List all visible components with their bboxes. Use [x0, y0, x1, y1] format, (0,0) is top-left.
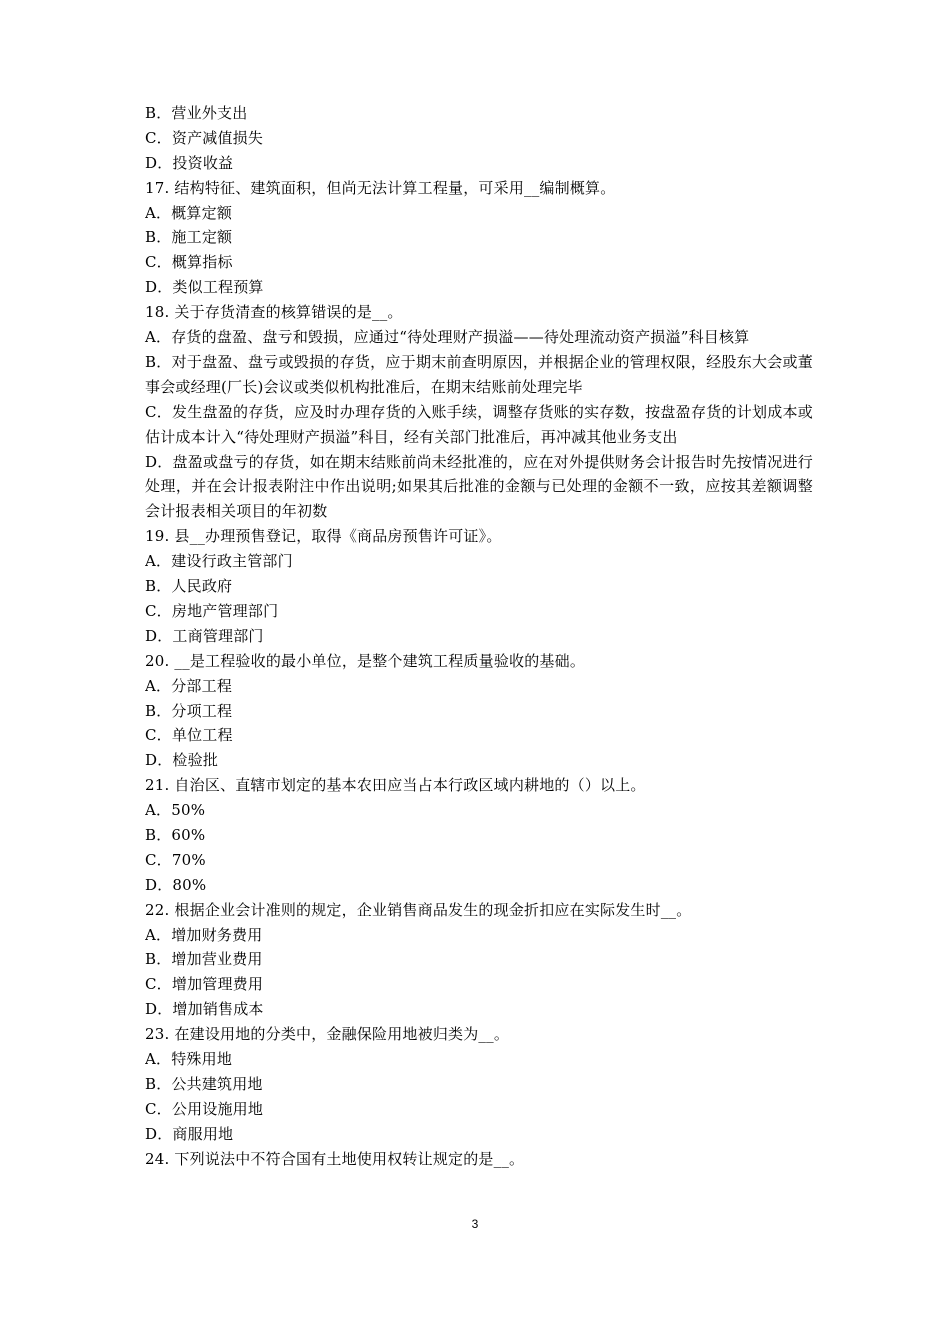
option-b-q22: B．增加营业费用	[145, 950, 263, 969]
option-b-q16: B．营业外支出	[145, 104, 248, 122]
option-a-q17: A．概算定额	[145, 203, 233, 222]
question-19: 19. 县__办理预售登记，取得《商品房预售许可证》。	[145, 527, 502, 546]
option-d-q22: D．增加销售成本	[145, 1000, 264, 1019]
question-23: 23. 在建设用地的分类中，金融保险用地被归类为__。	[145, 1025, 510, 1044]
document-body	[145, 101, 813, 1171]
option-d-q17: D．类似工程预算	[145, 278, 264, 297]
question-24: 24. 下列说法中不符合国有土地使用权转让规定的是__。	[145, 1149, 525, 1168]
option-c-q18: C．发生盘盈的存货，应及时办理存货的入账手续，调整存货账的实存数，按盘盈存货的计划成本或估计成本计入“待处理财产损溢”科目，经有关部门批准后，再冲减其他业务支出	[145, 402, 813, 446]
option-c-q22: C．增加管理费用	[145, 975, 264, 994]
option-a-q22: A．增加财务费用	[145, 925, 263, 944]
option-d-q21: D．80%	[145, 875, 207, 894]
option-d-q20: D．检验批	[145, 751, 219, 770]
option-d-q23: D．商服用地	[145, 1124, 234, 1143]
option-d-q16: D．投资收益	[145, 153, 234, 172]
option-b-q21: B．60%	[145, 825, 206, 844]
question-18: 18. 关于存货清查的核算错误的是__。	[145, 303, 403, 322]
option-b-q17: B．施工定额	[145, 228, 233, 247]
option-d-q19: D．工商管理部门	[145, 626, 264, 645]
option-c-q21: C．70%	[145, 850, 206, 869]
option-b-q20: B．分项工程	[145, 701, 233, 720]
page-number: 3	[471, 1217, 479, 1231]
question-22: 22. 根据企业会计准则的规定，企业销售商品发生的现金折扣应在实际发生时__。	[145, 900, 692, 919]
option-c-q19: C．房地产管理部门	[145, 601, 279, 620]
option-a-q18: A．存货的盘盈、盘亏和毁损，应通过“待处理财产损溢——待处理流动资产损溢”科目核算	[145, 328, 750, 347]
option-a-q23: A．特殊用地	[145, 1049, 233, 1068]
question-17: 17. 结构特征、建筑面积，但尚无法计算工程量，可采用__编制概算。	[145, 178, 616, 197]
question-20: 20. __是工程验收的最小单位，是整个建筑工程质量验收的基础。	[145, 651, 586, 670]
option-b-q18: B．对于盘盈、盘亏或毁损的存货，应于期末前查明原因，并根据企业的管理权限，经股东大会或董事会或经理(厂长)会议或类似机构批准后，在期末结账前处理完毕	[145, 352, 813, 396]
option-a-q21: A．50%	[145, 801, 206, 820]
option-c-q23: C．公用设施用地	[145, 1099, 264, 1118]
option-b-q19: B．人民政府	[145, 577, 233, 596]
option-d-q18: D．盘盈或盘亏的存货，如在期末结账前尚未经批准的，应在对外提供财务会计报告时先按情况进行处理，并在会计报表附注中作出说明;如果其后批准的金额与已处理的金额不一致，应按其差额调整会计报表相关项目的年初数	[145, 452, 813, 521]
option-b-q23: B．公共建筑用地	[145, 1074, 263, 1093]
question-21: 21. 自治区、直辖市划定的基本农田应当占本行政区域内耕地的（）以上。	[145, 776, 646, 795]
option-c-q16: C．资产减值损失	[145, 128, 264, 147]
option-a-q20: A．分部工程	[145, 676, 233, 695]
option-c-q17: C．概算指标	[145, 253, 233, 272]
option-a-q19: A．建设行政主管部门	[145, 552, 293, 571]
option-c-q20: C．单位工程	[145, 726, 233, 745]
